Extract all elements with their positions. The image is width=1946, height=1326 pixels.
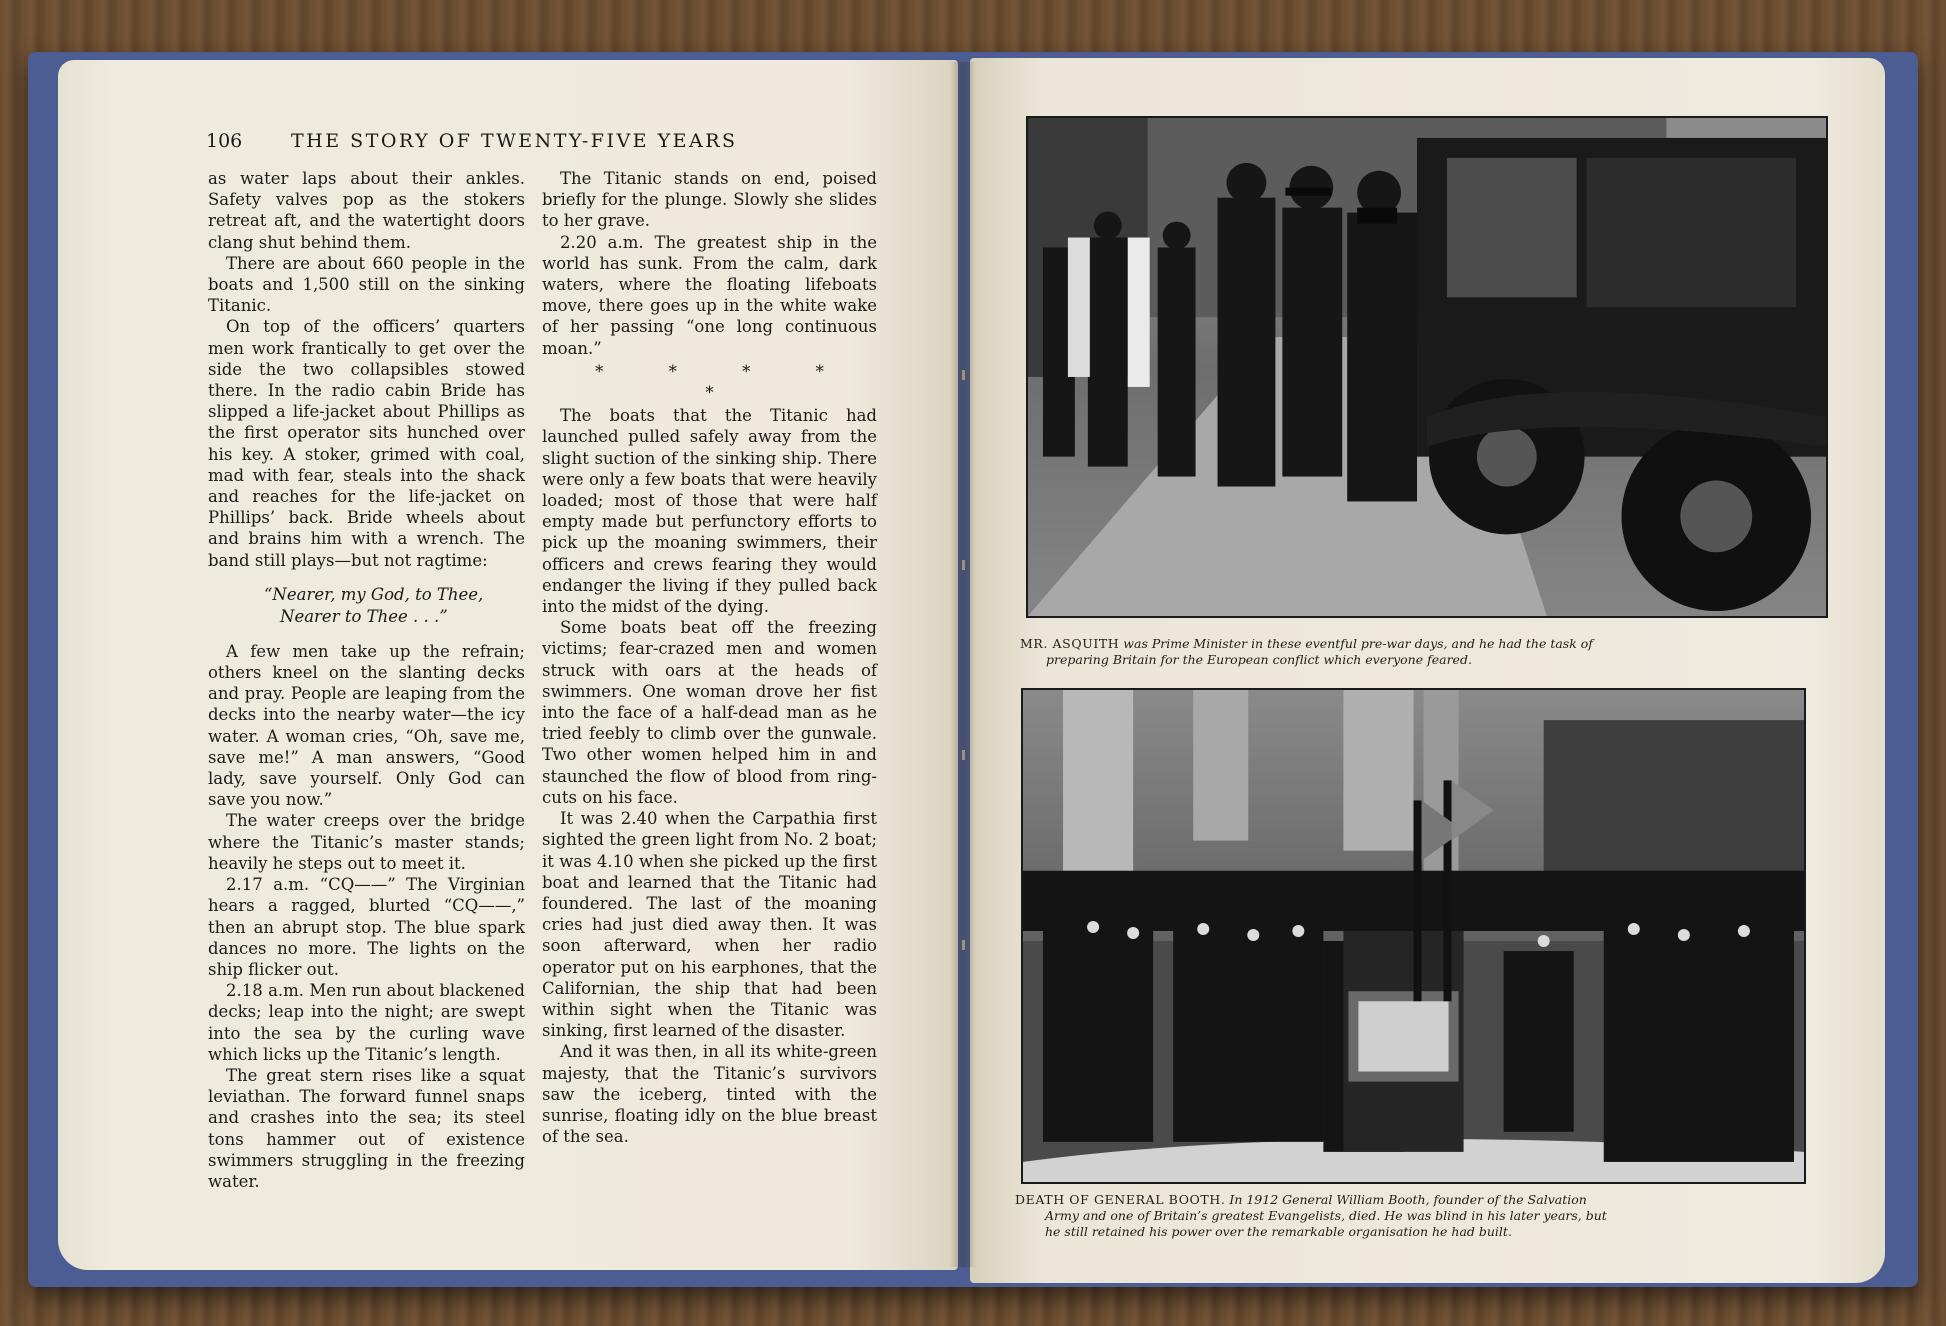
paragraph: It was 2.40 when the Carpathia first sighted the green light from No. 2 boat; it was 4.10 when she picked up the first boat and learned that the Titanic had foundered. The last of the moaning cries had just died away then. It was soon afterward, when her radio operator put on his earphones, that the Californian, the ship that had been within sight when the Titanic was sinking, first learned of the disaster. (542, 809, 877, 1041)
caption-lead: MR. ASQUITH (1020, 636, 1120, 651)
booth-caption (1015, 1192, 1815, 1240)
paragraph: 2.17 a.m. “CQ——” The Virginian hears a ragged, blurted “CQ——,” then an abrupt stop. The blue spark dances no more. The lights on the ship flicker out. (208, 875, 525, 979)
booth-funeral-photo (1021, 688, 1806, 1184)
running-head (206, 130, 886, 152)
paragraph: The great stern rises like a squat leviathan. The forward funnel snaps and crashes into the sea; its steel tons hammer out of existence swimmers struggling in the freezing water. (208, 1065, 525, 1191)
page-number: 106 (206, 130, 243, 152)
binding-stitch (962, 940, 965, 950)
text-column-1 (208, 168, 525, 1192)
book-gutter (950, 62, 976, 1267)
paragraph: The Titanic stands on end, poised briefly for the plunge. Slowly she slides to her grave. (542, 169, 877, 231)
paragraph: A few men take up the refrain; others kneel on the slanting decks and pray. People are leaping from the decks into the nearby water—the icy water. A woman cries, “Oh, save me, save me!” A man answers, “Good lady, save yourself. Only God can save you now.” (208, 641, 525, 810)
caption-text: he still retained his power over the remarkable organisation he had built. (1045, 1224, 1512, 1239)
verse-line: “Nearer, my God, to Thee, (264, 584, 484, 604)
binding-stitch (962, 750, 965, 760)
paragraph: 2.18 a.m. Men run about blackened decks; leap into the night; are swept into the sea by the curling wave which licks up the Titanic’s length. (208, 981, 525, 1064)
paragraph: Some boats beat off the freezing victims; fear-crazed men and women struck with oars at the heads of swimmers. One woman drove her fist into the face of a half-dead man as he tried feebly to climb over the gunwale. Two other women helped him in and staunched the flow of blood from ring-cuts on his face. (542, 618, 877, 807)
asquith-photo (1026, 116, 1828, 618)
binding-stitch (962, 560, 965, 570)
caption-text: Army and one of Britain’s greatest Evangelists, died. He was blind in his later years, but (1045, 1208, 1607, 1223)
caption-text: was Prime Minister in these eventful pre-war days, and he had the task of (1119, 636, 1593, 651)
caption-text: preparing Britain for the European conflict which everyone feared. (1046, 652, 1472, 667)
running-title: THE STORY OF TWENTY-FIVE YEARS (291, 130, 738, 152)
asquith-caption (1020, 636, 1820, 668)
hymn-verse (264, 584, 525, 628)
text-column-2 (542, 168, 877, 1147)
paragraph: The water creeps over the bridge where the Titanic’s master stands; heavily he steps out to meet it. (208, 811, 525, 873)
paragraph: There are about 660 people in the boats and 1,500 still on the sinking Titanic. (208, 253, 525, 316)
paragraph: And it was then, in all its white-green majesty, that the Titanic’s survivors saw the iceberg, tinted with the sunrise, floating idly on the blue breast of the sea. (542, 1042, 877, 1147)
paragraph: The boats that the Titanic had launched pulled safely away from the slight suction of the sinking ship. There were only a few boats that were heavily loaded; most of those that were half empty made but perfunctory efforts to pick up the moaning swimmers, their officers and crews fearing they would endanger the living if they pulled back into the midst of the dying. (542, 406, 877, 617)
caption-lead: DEATH OF GENERAL BOOTH. (1015, 1192, 1226, 1207)
verse-line: Nearer to Thee . . .” (280, 606, 448, 626)
caption-text: In 1912 General William Booth, founder of the Salvation (1225, 1192, 1587, 1207)
paragraph: as water laps about their ankles. Safety valves pop as the stokers retreat aft, and the watertight doors clang shut behind them. (208, 169, 525, 252)
binding-stitch (962, 370, 965, 380)
paragraph: 2.20 a.m. The greatest ship in the world has sunk. From the calm, dark waters, where the floating lifeboats move, there goes up in the white wake of her passing “one long continuous moan.” (542, 232, 877, 358)
paragraph: On top of the officers’ quarters men work frantically to get over the side the two collapsibles stowed there. In the radio cabin Bride has slipped a life-jacket about Phillips as the first operator sits hunched over his key. A stoker, grimed with coal, mad with fear, steals into the shack and reaches for the life-jacket on Phillips’ back. Bride wheels about and brains him with a wrench. The band still plays—but not ragtime: (208, 317, 525, 570)
section-break: * * * * * (595, 361, 854, 403)
